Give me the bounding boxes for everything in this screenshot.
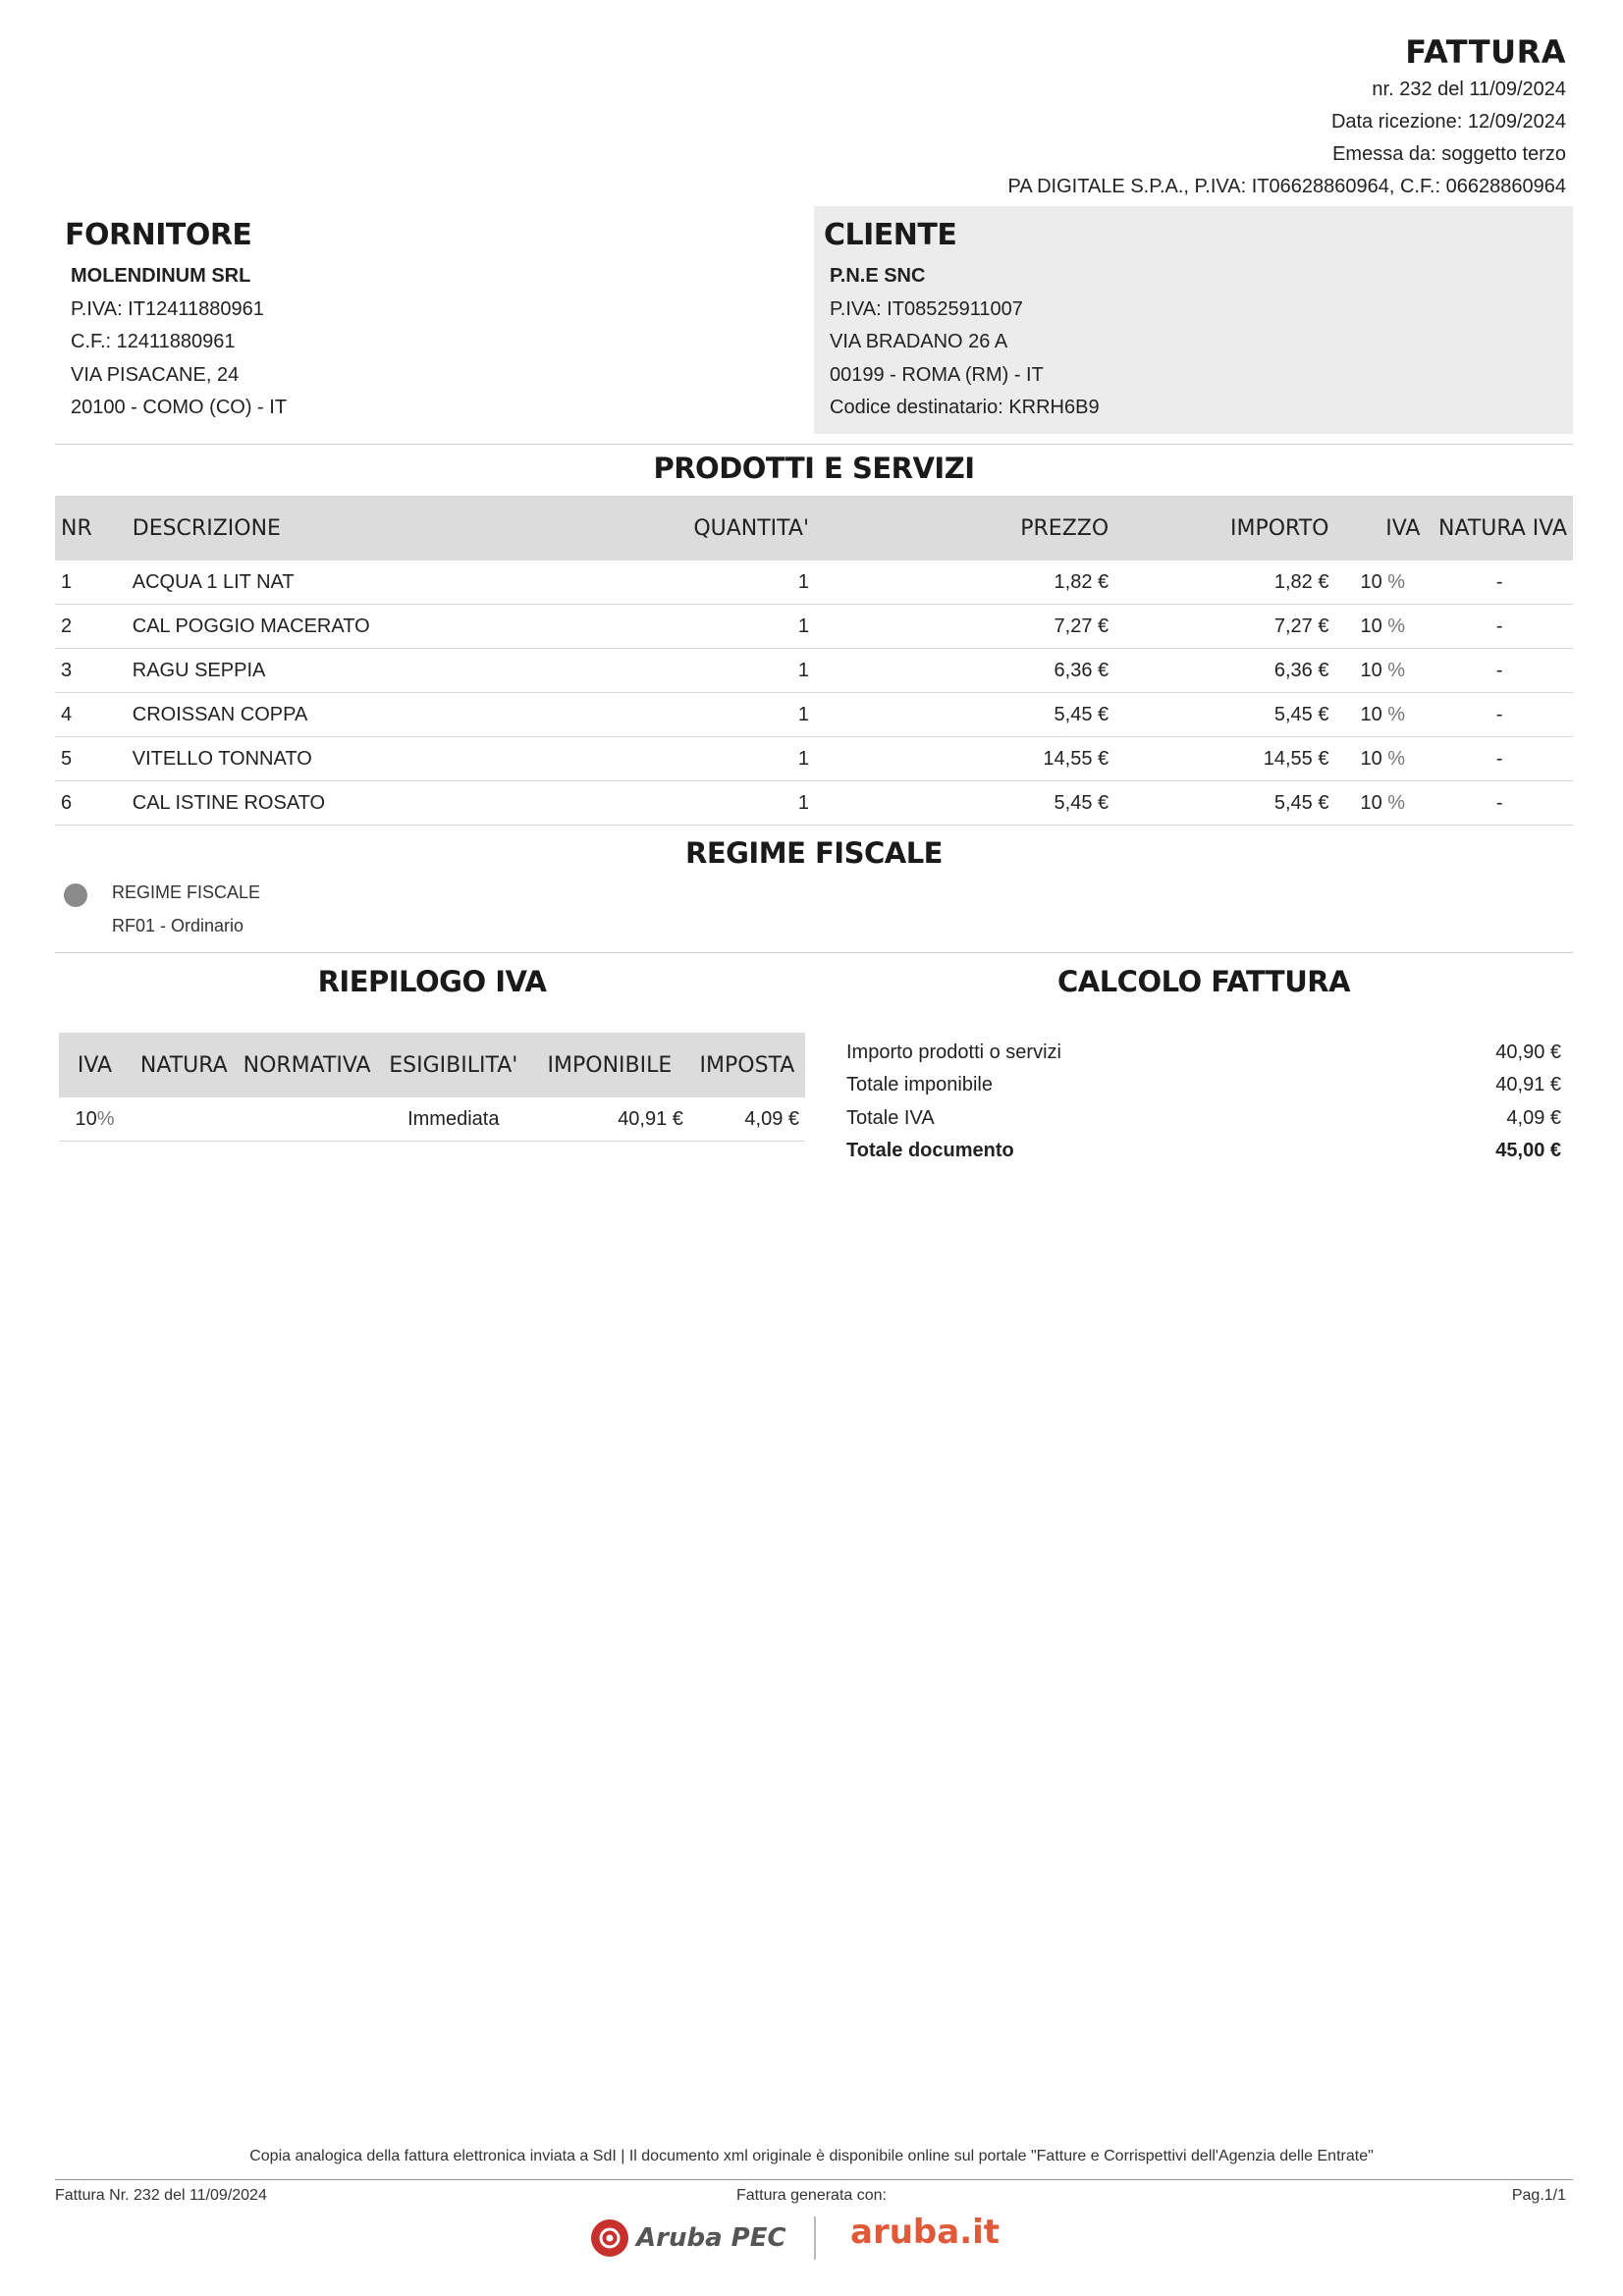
col-prezzo: PREZZO xyxy=(815,496,1114,561)
issuer-details: PA DIGITALE S.P.A., P.IVA: IT06628860964, C.F.: 06628860964 xyxy=(1007,176,1566,197)
client-name: P.N.E SNC xyxy=(830,265,926,287)
aruba-pec-seal-icon xyxy=(589,2217,630,2259)
col-importo: IMPORTO xyxy=(1114,496,1334,561)
row-vat-nature: - xyxy=(1426,693,1573,737)
row-amount: 14,55 € xyxy=(1114,737,1334,781)
row-vat: 10 % xyxy=(1334,649,1426,693)
row-vat: 10 % xyxy=(1334,605,1426,649)
footer-doc-ref: Fattura Nr. 232 del 11/09/2024 xyxy=(55,2187,267,2204)
regime-label: REGIME FISCALE xyxy=(112,882,261,902)
products-table xyxy=(55,496,1573,826)
aruba-pec-text: Aruba PEC xyxy=(636,2223,786,2253)
footer-page: Pag.1/1 xyxy=(1511,2187,1566,2204)
col-iva: IVA xyxy=(59,1033,131,1097)
col-normativa: NORMATIVA xyxy=(238,1033,377,1097)
row-vat: 10 % xyxy=(1334,737,1426,781)
col-imposta: IMPOSTA xyxy=(689,1033,805,1097)
client-address: VIA BRADANO 26 A xyxy=(830,331,1008,352)
aruba-pec-logo xyxy=(589,2216,786,2260)
divider xyxy=(55,952,1573,953)
regime-title: REGIME FISCALE xyxy=(684,836,943,870)
col-nr: NR xyxy=(55,496,127,561)
table-row xyxy=(59,1097,805,1142)
calc-total-value: 45,00 € xyxy=(1495,1140,1561,1161)
row-amount: 1,82 € xyxy=(1114,561,1334,605)
row-description: CAL POGGIO MACERATO xyxy=(127,605,655,649)
row-quantity: 1 xyxy=(654,561,815,605)
row-price: 14,55 € xyxy=(815,737,1114,781)
col-descrizione: DESCRIZIONE xyxy=(127,496,655,561)
table-row xyxy=(55,737,1573,781)
col-quantita: QUANTITA' xyxy=(654,496,815,561)
bullet-icon xyxy=(64,883,87,907)
supplier-name: MOLENDINUM SRL xyxy=(71,265,251,287)
vat-norm xyxy=(238,1097,377,1142)
client-recipient-code: Codice destinatario: KRRH6B9 xyxy=(830,397,1100,418)
vat-chargeability: Immediata xyxy=(377,1097,530,1142)
table-row xyxy=(55,649,1573,693)
row-vat-nature: - xyxy=(1426,781,1573,826)
supplier-heading: FORNITORE xyxy=(65,218,252,252)
supplier-panel xyxy=(55,206,811,434)
table-row xyxy=(55,605,1573,649)
vat-summary-table xyxy=(59,1033,805,1142)
row-price: 1,82 € xyxy=(815,561,1114,605)
vat-tax: 4,09 € xyxy=(689,1097,805,1142)
row-quantity: 1 xyxy=(654,737,815,781)
invoice-calc-title: CALCOLO FATTURA xyxy=(1056,965,1351,998)
footer-note: Copia analogica della fattura elettronica inviata a SdI | Il documento xml originale è disponibile online sul portale "Fatture e Corrispettivi dell'Agenzia delle Entrate" xyxy=(249,2148,1374,2164)
supplier-cf: C.F.: 12411880961 xyxy=(71,331,236,352)
row-nr: 1 xyxy=(55,561,127,605)
vat-header-row xyxy=(59,1033,805,1097)
calc-value: 4,09 € xyxy=(1506,1107,1561,1129)
col-natura: NATURA xyxy=(131,1033,238,1097)
receipt-date: Data ricezione: 12/09/2024 xyxy=(1330,111,1566,133)
row-description: ACQUA 1 LIT NAT xyxy=(127,561,655,605)
logo-separator xyxy=(814,2216,816,2260)
calc-value: 40,90 € xyxy=(1495,1041,1561,1063)
client-heading: CLIENTE xyxy=(824,218,957,252)
row-amount: 6,36 € xyxy=(1114,649,1334,693)
aruba-it-logo: aruba.it xyxy=(850,2213,1001,2252)
row-quantity: 1 xyxy=(654,781,815,826)
client-panel xyxy=(814,206,1573,434)
supplier-address: VIA PISACANE, 24 xyxy=(71,364,240,386)
row-nr: 5 xyxy=(55,737,127,781)
row-amount: 5,45 € xyxy=(1114,693,1334,737)
row-quantity: 1 xyxy=(654,649,815,693)
col-iva: IVA xyxy=(1334,496,1426,561)
row-nr: 4 xyxy=(55,693,127,737)
row-price: 5,45 € xyxy=(815,781,1114,826)
vat-rate: 10% xyxy=(59,1097,131,1142)
calc-value: 40,91 € xyxy=(1495,1074,1561,1095)
row-quantity: 1 xyxy=(654,693,815,737)
regime-value: RF01 - Ordinario xyxy=(112,916,244,935)
invoice-title: FATTURA xyxy=(1405,33,1566,71)
row-description: RAGU SEPPIA xyxy=(127,649,655,693)
vat-nature xyxy=(131,1097,238,1142)
row-vat: 10 % xyxy=(1334,693,1426,737)
footer-divider xyxy=(55,2179,1573,2180)
row-description: CAL ISTINE ROSATO xyxy=(127,781,655,826)
row-nr: 3 xyxy=(55,649,127,693)
footer-generated-by: Fattura generata con: xyxy=(736,2187,887,2204)
vat-summary-title: RIEPILOGO IVA xyxy=(317,965,547,998)
col-esigibilita: ESIGIBILITA' xyxy=(377,1033,530,1097)
row-amount: 7,27 € xyxy=(1114,605,1334,649)
row-vat: 10 % xyxy=(1334,781,1426,826)
calc-label: Totale IVA xyxy=(846,1107,935,1129)
products-title: PRODOTTI E SERVIZI xyxy=(653,452,975,485)
row-nr: 6 xyxy=(55,781,127,826)
products-header-row xyxy=(55,496,1573,561)
calc-label: Importo prodotti o servizi xyxy=(846,1041,1061,1063)
row-description: VITELLO TONNATO xyxy=(127,737,655,781)
row-price: 6,36 € xyxy=(815,649,1114,693)
vat-taxable: 40,91 € xyxy=(530,1097,689,1142)
row-vat-nature: - xyxy=(1426,561,1573,605)
supplier-city: 20100 - COMO (CO) - IT xyxy=(71,397,288,418)
table-row xyxy=(55,561,1573,605)
client-piva: P.IVA: IT08525911007 xyxy=(830,298,1023,320)
row-vat-nature: - xyxy=(1426,737,1573,781)
row-amount: 5,45 € xyxy=(1114,781,1334,826)
row-description: CROISSAN COPPA xyxy=(127,693,655,737)
row-price: 5,45 € xyxy=(815,693,1114,737)
row-vat: 10 % xyxy=(1334,561,1426,605)
row-nr: 2 xyxy=(55,605,127,649)
table-row xyxy=(55,693,1573,737)
client-city: 00199 - ROMA (RM) - IT xyxy=(830,364,1044,386)
calc-total-label: Totale documento xyxy=(846,1140,1014,1161)
supplier-piva: P.IVA: IT12411880961 xyxy=(71,298,264,320)
row-vat-nature: - xyxy=(1426,649,1573,693)
row-price: 7,27 € xyxy=(815,605,1114,649)
calc-label: Totale imponibile xyxy=(846,1074,993,1095)
row-quantity: 1 xyxy=(654,605,815,649)
issued-by: Emessa da: soggetto terzo xyxy=(1332,143,1566,165)
col-natura-iva: NATURA IVA xyxy=(1426,496,1573,561)
row-vat-nature: - xyxy=(1426,605,1573,649)
col-imponibile: IMPONIBILE xyxy=(530,1033,689,1097)
invoice-number: nr. 232 del 11/09/2024 xyxy=(1372,79,1566,100)
divider xyxy=(55,444,1573,445)
table-row xyxy=(55,781,1573,826)
